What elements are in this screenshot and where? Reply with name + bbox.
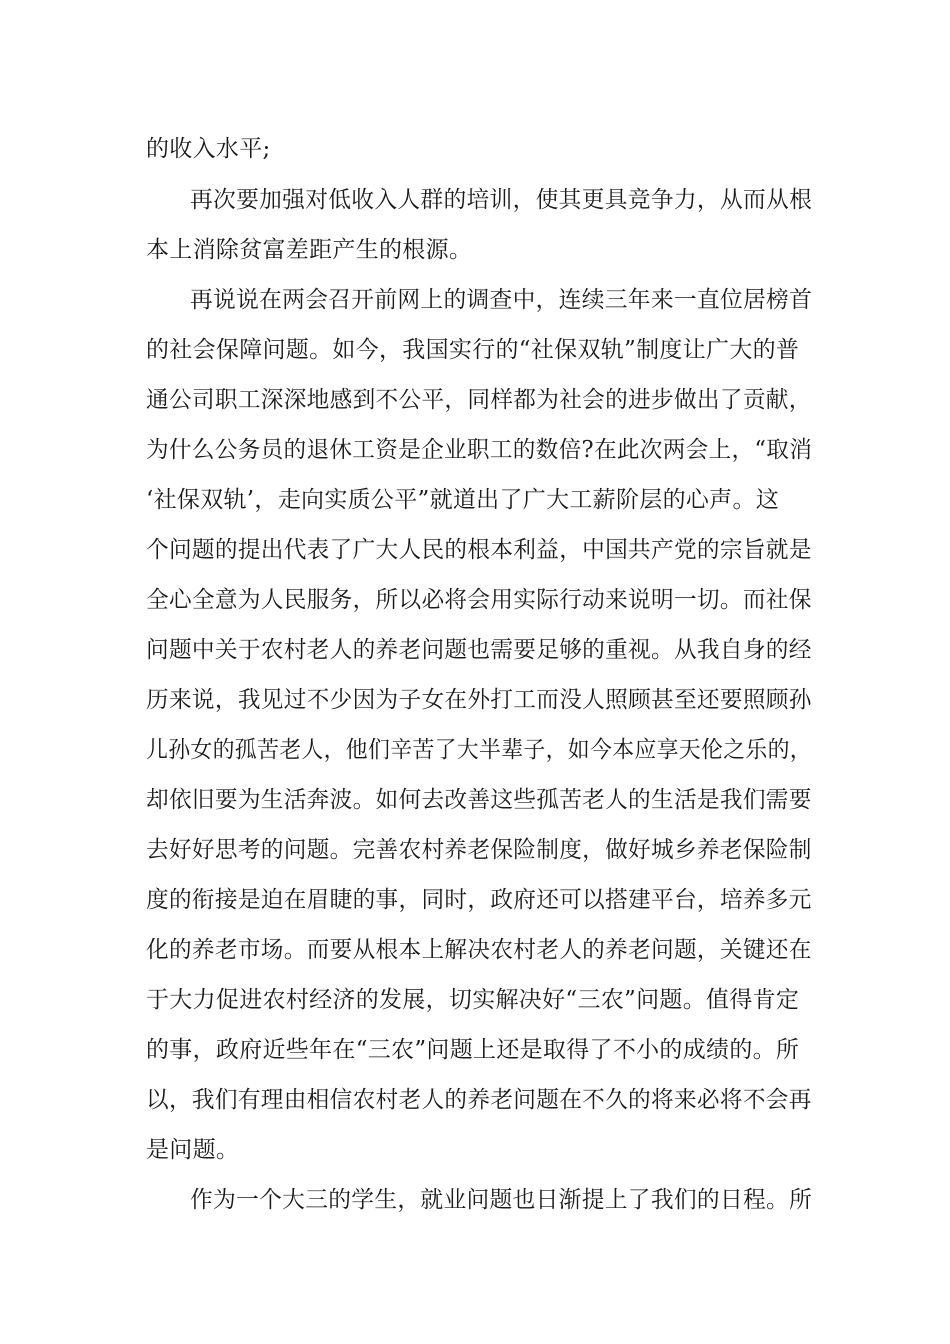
text-line: 于大力促进农村经济的发展，切实解决好“三农”问题。值得肯定 [146,987,800,1013]
paragraph-first-line: 再说说在两会召开前网上的调查中，连续三年来一直位居榜首 [190,287,813,313]
text-line: 是问题。 [146,1137,240,1163]
text-line: 的收入水平; [146,136,271,162]
text-line: 历来说，我见过不少因为子女在外打工而没人照顾甚至还要照顾孙 [146,687,812,713]
text-line: 个问题的提出代表了广大人民的根本利益，中国共产党的宗旨就是 [146,537,812,563]
paragraph-first-line: 再次要加强对低收入人群的培训，使其更具竞争力，从而从根 [190,187,813,213]
text-line: 儿孙女的孤苦老人，他们辛苦了大半辈子，如今本应享天伦之乐的， [146,737,813,763]
text-line: 的事，政府近些年在“三农”问题上还是取得了不小的成绩的。所 [146,1037,800,1063]
text-line: 问题中关于农村老人的养老问题也需要足够的重视。从我自身的经 [146,637,812,663]
text-line: 本上消除贫富差距产生的根源。 [146,237,473,263]
text-line: 去好好思考的问题。完善农村养老保险制度，做好城乡养老保险制 [146,837,812,863]
paragraph-first-line: 作为一个大三的学生，就业问题也日渐提上了我们的日程。所 [190,1187,813,1213]
text-line: 以，我们有理由相信农村老人的养老问题在不久的将来必将不会再 [146,1087,812,1113]
text-line: 为什么公务员的退休工资是企业职工的数倍?在此次两会上，“取消 [146,437,813,463]
text-line: 全心全意为人民服务，所以必将会用实际行动来说明一切。而社保 [146,587,812,613]
text-line: 却依旧要为生活奔波。如何去改善这些孤苦老人的生活是我们需要 [146,787,812,813]
text-line: 度的衔接是迫在眉睫的事，同时，政府还可以搭建平台，培养多元 [146,887,812,913]
text-line: 通公司职工深深地感到不公平，同样都为社会的进步做出了贡献， [146,387,812,413]
text-line: 化的养老市场。而要从根本上解决农村老人的养老问题，关键还在 [146,937,812,963]
text-line: ‘社保双轨’，走向实质公平”就道出了广大工薪阶层的心声。这 [146,487,780,513]
text-line: 的社会保障问题。如今，我国实行的“社保双轨”制度让广大的普 [146,337,800,363]
